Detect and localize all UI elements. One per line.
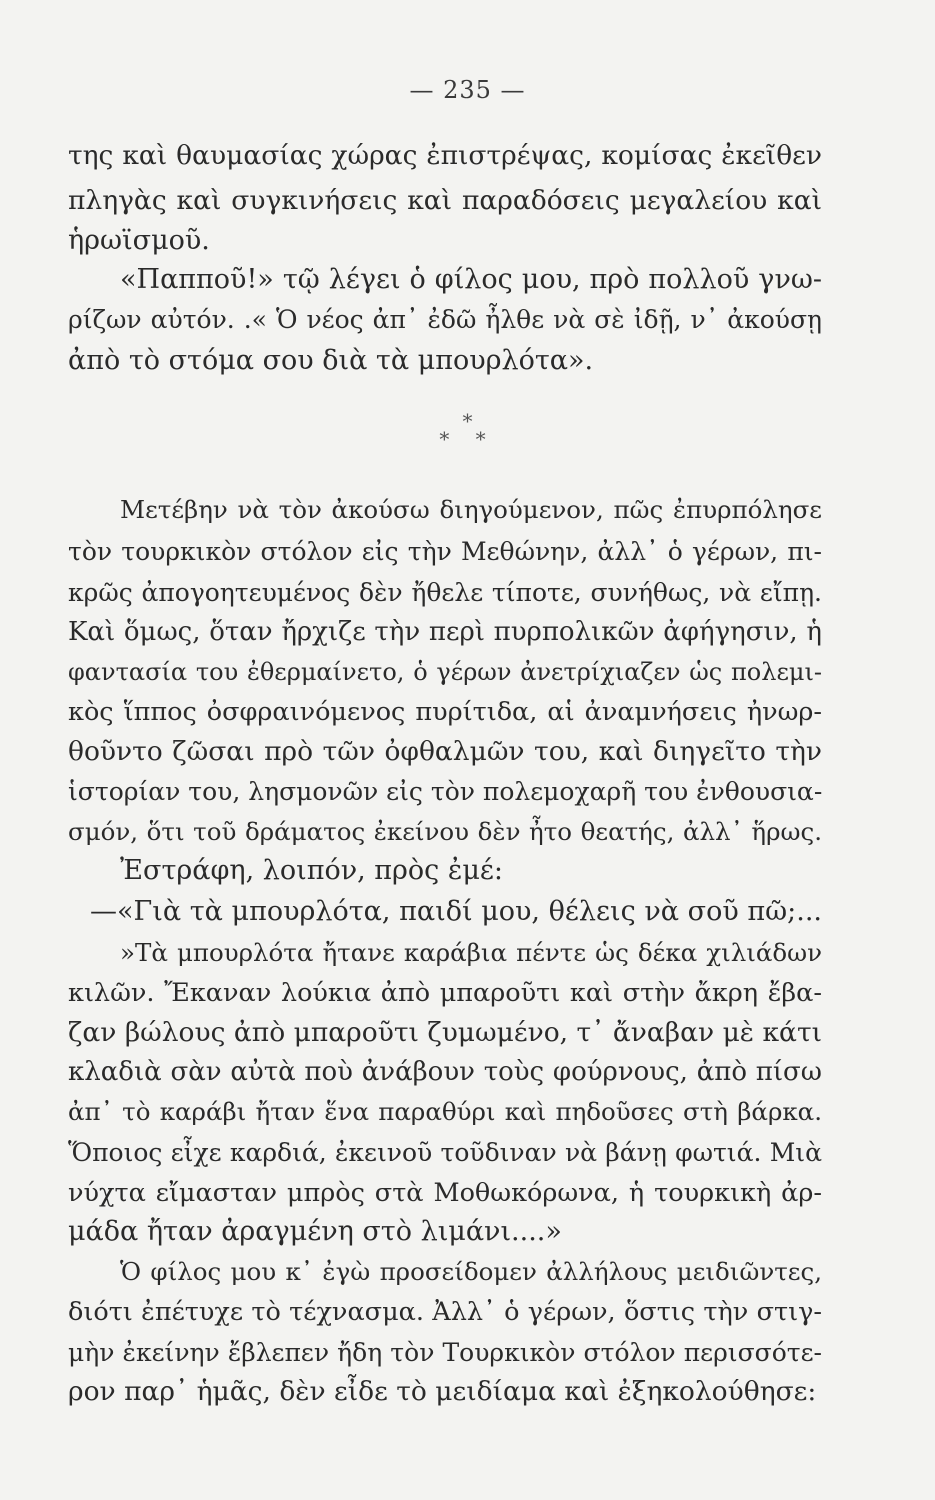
text-line: της καὶ θαυμασίας χώρας ἐπιστρέψας, κομίσας ἐκεῖθεν: [68, 140, 822, 171]
ornament-bottom-stars: * *: [439, 427, 496, 451]
text-line: ρον παρ᾿ ἡμᾶς, δὲν εἶδε τὸ μειδίαμα καὶ ἐξηκολούθησε:: [68, 1376, 817, 1407]
text-line: νύχτα εἴμασταν μπρὸς στὰ Μοθωκόρωνα, ἡ τουρκικὴ ἀρ-: [68, 1178, 822, 1208]
text-line: πληγὰς καὶ συγκινήσεις καὶ παραδόσεις μεγαλείου καὶ: [68, 185, 822, 216]
text-line: φαντασία του ἐθερμαίνετο, ὁ γέρων ἀνετρίχιαζεν ὡς πολεμι-: [68, 658, 822, 686]
text-line: θοῦντο ζῶσαι πρὸ τῶν ὀφθαλμῶν του, καὶ διηγεῖτο τὴν: [68, 736, 822, 767]
text-line: κρῶς ἀπογοητευμένος δὲν ἤθελε τίποτε, συνήθως, νὰ εἴπῃ.: [68, 578, 822, 607]
text-line: ἱστορίαν του, λησμονῶν εἰς τὸν πολεμοχαρῆ του ἐνθουσια-: [68, 777, 823, 806]
text-line: Καὶ ὅμως, ὅταν ἤρχιζε τὴν περὶ πυρπολικῶν ἀφήγησιν, ἡ: [68, 617, 822, 647]
text-line: Μετέβην νὰ τὸν ἀκούσω διηγούμενον, πῶς ἐπυρπόλησε: [120, 495, 822, 524]
text-line: κὸς ἵππος ὀσφραινόμενος πυρίτιδα, αἱ ἀναμνήσεις ἠνωρ-: [68, 697, 822, 727]
text-line: τὸν τουρκικὸν στόλον εἰς τὴν Μεθώνην, ἀλλ᾿ ὁ γέρων, πι-: [68, 537, 822, 566]
text-line: ρίζων αὐτόν. .« Ὁ νέος ἀπ᾿ ἐδῶ ἦλθε νὰ σὲ ἰδῇ, ν᾿ ἀκούσῃ: [68, 305, 822, 334]
page-number: — 235 —: [409, 76, 526, 104]
text-line: «Παπποῦ!» τῷ λέγει ὁ φίλος μου, πρὸ πολλοῦ γνω-: [120, 264, 822, 295]
text-line: κιλῶν. Ἔκαναν λούκια ἀπὸ μπαροῦτι καὶ στὴν ἄκρη ἔβα-: [68, 978, 822, 1008]
text-line: ζαν βώλους ἀπὸ μπαροῦτι ζυμωμένο, τ᾿ ἄναβαν μὲ κάτι: [68, 1017, 822, 1048]
text-line: Ὁ φίλος μου κ᾿ ἐγὼ προσείδομεν ἀλλήλους μειδιῶντες,: [120, 1257, 822, 1286]
section-ornament: [0, 409, 935, 451]
ornament-top-star: *: [462, 409, 473, 433]
text-line: κλαδιὰ σὰν αὐτὰ ποὺ ἀνάβουν τοὺς φούρνους, ἀπὸ πίσω: [68, 1057, 822, 1087]
text-line: σμόν, ὅτι τοῦ δράματος ἐκείνου δὲν ἦτο θεατής, ἀλλ᾿ ἥρως.: [68, 817, 822, 846]
text-line: —«Γιὰ τὰ μπουρλότα, παιδί μου, θέλεις νὰ σοῦ πῶ;...: [90, 896, 822, 927]
text-line: ἀπ᾿ τὸ καράβι ἤταν ἕνα παραθύρι καὶ πηδοῦσες στὴ βάρκα.: [68, 1097, 822, 1126]
text-line: Ὅποιος εἶχε καρδιά, ἐκεινοῦ τοῦδιναν νὰ βάνῃ φωτιά. Μιὰ: [68, 1138, 822, 1167]
text-line: διότι ἐπέτυχε τὸ τέχνασμα. Ἀλλ᾿ ὁ γέρων, ὅστις τὴν στιγ-: [68, 1297, 822, 1327]
text-line: »Τὰ μπουρλότα ἤτανε καράβια πέντε ὡς δέκα χιλιάδων: [120, 938, 822, 967]
text-line: Ἐστράφη, λοιπόν, πρὸς ἐμέ:: [120, 855, 503, 886]
text-line: ἡρωϊσμοῦ.: [68, 225, 210, 256]
text-line: μάδα ἤταν ἀραγμένη στὸ λιμάνι....»: [68, 1216, 562, 1247]
text-line: ἀπὸ τὸ στόμα σου διὰ τὰ μπουρλότα».: [68, 345, 594, 376]
text-line: μὴν ἐκείνην ἔβλεπεν ἤδη τὸν Τουρκικὸν στόλον περισσότε-: [68, 1338, 822, 1367]
